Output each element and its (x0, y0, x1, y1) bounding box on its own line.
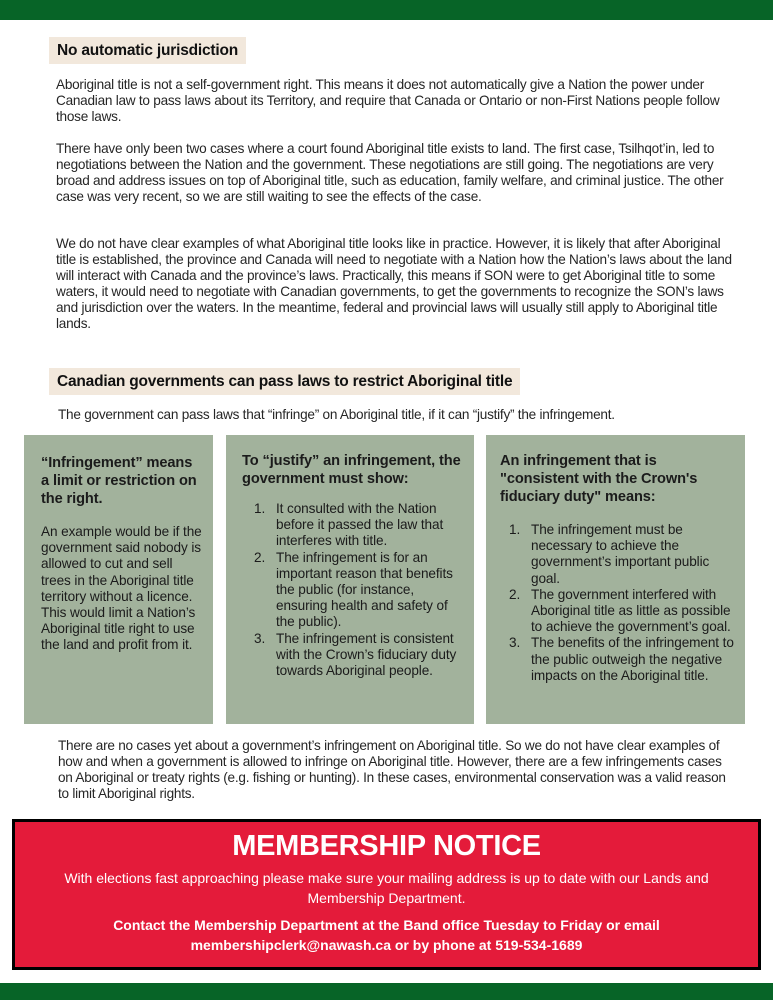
list-number: 3. (254, 630, 266, 646)
list-item (254, 501, 466, 550)
list-item (509, 522, 737, 587)
box-title: To “justify” an infringement, the government must show: (242, 453, 461, 487)
bottom-green-bar (0, 983, 773, 1000)
fiduciary-list (509, 522, 737, 684)
list-number: 3. (509, 635, 521, 651)
section-heading-no-automatic-jurisdiction: No automatic jurisdiction (49, 37, 246, 64)
list-number: 1. (509, 522, 521, 537)
box-title: An infringement that is "consistent with the Crown's fiduciary duty" means: (500, 453, 698, 505)
section-heading-governments-restrict: Canadian governments can pass laws to restrict Aboriginal title (49, 368, 520, 395)
list-item (509, 635, 737, 684)
list-text: The infringement must be necessary to achieve the government’s important public goal. (531, 522, 710, 586)
paragraph-two-cases: There have only been two cases where a court found Aboriginal title exists to land. The first case, Tsilhqot’in, led to negotiations between the Nation and the government. These negotiations are still going. The negotiations are very broad and address issues on top of Aboriginal title, such as education, family welfare, and criminal justice. The other case was very recent, so we are still waiting to see the effects of the case. (56, 141, 724, 205)
justify-list (254, 501, 466, 679)
list-number: 2. (509, 586, 521, 602)
list-text: The government interfered with Aboriginal title as little as possible to achieve the government’s goal. (531, 586, 731, 635)
list-text: It consulted with the Nation before it passed the law that interferes with title. (276, 501, 444, 549)
notice-text: With elections fast approaching please make sure your mailing address is up to date with our Lands and Membership Department. (64, 870, 709, 906)
list-text: The infringement is for an important reason that benefits the public (for instance, ensuring health and safety of the public). (276, 549, 453, 630)
list-item (254, 631, 466, 680)
list-text: The infringement is consistent with the Crown’s fiduciary duty towards Aboriginal people. (276, 630, 457, 679)
list-item (509, 587, 737, 636)
list-number: 2. (254, 549, 266, 565)
membership-notice-box (12, 819, 761, 970)
notice-contact: Contact the Membership Department at the Band office Tuesday to Friday or email membershipclerk@nawash.ca or by phone at 519-534-1689 (113, 917, 660, 953)
list-item (254, 550, 466, 631)
paragraph-practice-examples: We do not have clear examples of what Aboriginal title looks like in practice. However, it is likely that after Aboriginal title is established, the province and Canada will need to negotiate with a Nation how the Nation’s laws about the land will interact with Canada and the province’s laws. Practically, this means if SON were to get Aboriginal title to some waters, it would need to negotiate with Canadian governments, to get the governments to recognize the SON’s laws and jurisdiction over the waters. In the meantime, federal and provincial laws will usually still apply to Aboriginal title lands. (56, 236, 732, 332)
justify-infringement-box (226, 435, 474, 724)
notice-title: MEMBERSHIP NOTICE (232, 830, 541, 862)
box-title: “Infringement” means a limit or restriction on the right. (41, 455, 197, 507)
box-body: An example would be if the government said nobody is allowed to cut and sell trees in the Aboriginal title territory without a licence. This would limit a Nation’s Aboriginal title right to use the land and profit from it. (41, 524, 202, 653)
paragraph-self-government: Aboriginal title is not a self-government right. This means it does not automatically give a Nation the power under Canadian law to pass laws about its Territory, and require that Canada or Ontario or non-First Nations people follow those laws. (56, 77, 720, 125)
fiduciary-duty-box (486, 435, 745, 724)
paragraph-no-cases: There are no cases yet about a government’s infringement on Aboriginal title. So we do not have clear examples of how and when a government is allowed to infringe on Aboriginal title. However, there are a few infringements cases on Aboriginal or treaty rights (e.g. fishing or hunting). In these cases, environmental conservation was a valid reason to limit Aboriginal rights. (58, 738, 726, 802)
list-number: 1. (254, 501, 266, 516)
top-green-bar (0, 0, 773, 20)
paragraph-infringe-intro: The government can pass laws that “infringe” on Aboriginal title, if it can “justify” the infringement. (58, 407, 615, 422)
list-text: The benefits of the infringement to the public outweigh the negative impacts on the Aboriginal title. (531, 635, 734, 683)
infringement-definition-box (24, 435, 213, 724)
